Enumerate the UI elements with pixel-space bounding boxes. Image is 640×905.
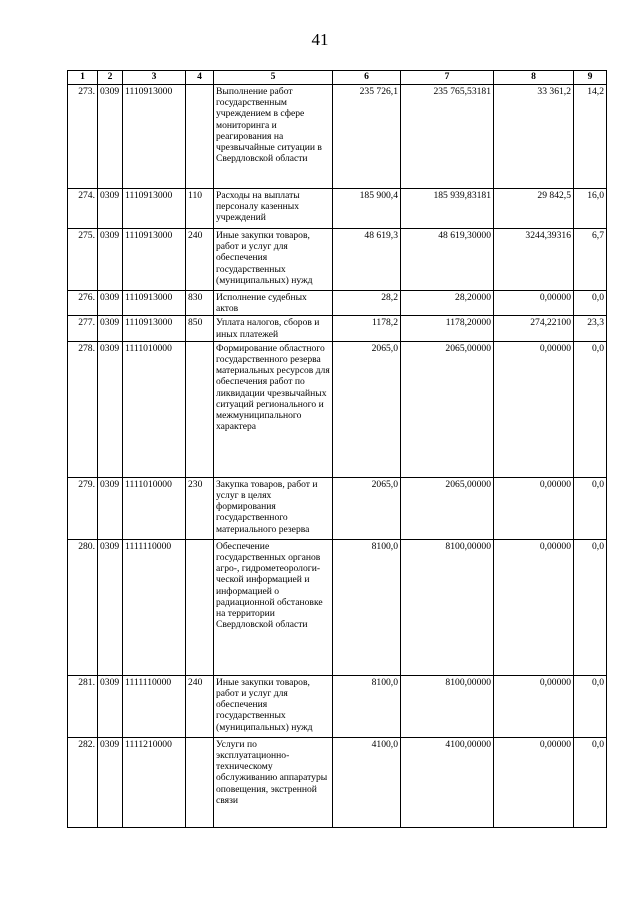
actual-amount: 2065,00000 <box>401 477 494 539</box>
target-code: 1110913000 <box>123 189 186 229</box>
expense-name: Формирование областного государственного резерва материальных ресурсов для обеспечения работ по ликвидации чрезвычайных ситуаций регионального и межмуниципального характера <box>214 341 333 477</box>
actual-amount: 185 939,83181 <box>401 189 494 229</box>
deviation-amount: 3244,39316 <box>494 229 574 291</box>
section-code: 0309 <box>98 675 123 737</box>
planned-amount: 2065,0 <box>333 477 401 539</box>
target-code: 1111010000 <box>123 341 186 477</box>
planned-amount: 8100,0 <box>333 675 401 737</box>
column-header: 6 <box>333 71 401 85</box>
row-number: 277. <box>68 316 98 341</box>
percent-value: 16,0 <box>574 189 607 229</box>
expense-kind-code: 240 <box>186 229 214 291</box>
column-header: 4 <box>186 71 214 85</box>
row-number: 276. <box>68 291 98 316</box>
planned-amount: 235 726,1 <box>333 85 401 189</box>
expense-kind-code: 830 <box>186 291 214 316</box>
deviation-amount: 274,22100 <box>494 316 574 341</box>
expense-kind-code: 240 <box>186 675 214 737</box>
target-code: 1111110000 <box>123 539 186 675</box>
column-header: 1 <box>68 71 98 85</box>
target-code: 1110913000 <box>123 316 186 341</box>
percent-value: 0,0 <box>574 477 607 539</box>
deviation-amount: 0,00000 <box>494 477 574 539</box>
percent-value: 0,0 <box>574 341 607 477</box>
row-number: 281. <box>68 675 98 737</box>
expense-kind-code <box>186 737 214 827</box>
table-row <box>68 229 607 291</box>
table-row <box>68 737 607 827</box>
deviation-amount: 33 361,2 <box>494 85 574 189</box>
section-code: 0309 <box>98 341 123 477</box>
planned-amount: 8100,0 <box>333 539 401 675</box>
actual-amount: 8100,00000 <box>401 675 494 737</box>
percent-value: 0,0 <box>574 291 607 316</box>
section-code: 0309 <box>98 291 123 316</box>
target-code: 1111010000 <box>123 477 186 539</box>
column-header: 2 <box>98 71 123 85</box>
percent-value: 23,3 <box>574 316 607 341</box>
section-code: 0309 <box>98 737 123 827</box>
target-code: 1111210000 <box>123 737 186 827</box>
deviation-amount: 0,00000 <box>494 737 574 827</box>
row-number: 273. <box>68 85 98 189</box>
table-body <box>68 85 607 828</box>
actual-amount: 48 619,30000 <box>401 229 494 291</box>
percent-value: 0,0 <box>574 737 607 827</box>
actual-amount: 1178,20000 <box>401 316 494 341</box>
actual-amount: 4100,00000 <box>401 737 494 827</box>
section-code: 0309 <box>98 85 123 189</box>
table-row <box>68 316 607 341</box>
actual-amount: 235 765,53181 <box>401 85 494 189</box>
column-header: 3 <box>123 71 186 85</box>
deviation-amount: 0,00000 <box>494 291 574 316</box>
section-code: 0309 <box>98 539 123 675</box>
row-number: 279. <box>68 477 98 539</box>
expense-name: Иные закупки товаров, работ и услуг для обеспечения государственных (муниципальных) нужд <box>214 675 333 737</box>
table-row <box>68 85 607 189</box>
section-code: 0309 <box>98 229 123 291</box>
deviation-amount: 0,00000 <box>494 539 574 675</box>
table-row <box>68 189 607 229</box>
expense-name: Уплата налогов, сборов и иных платежей <box>214 316 333 341</box>
header-row <box>68 71 607 85</box>
section-code: 0309 <box>98 477 123 539</box>
actual-amount: 8100,00000 <box>401 539 494 675</box>
expense-kind-code <box>186 341 214 477</box>
row-number: 275. <box>68 229 98 291</box>
expense-name: Обеспечение государственных органов агро-, гидрометеорологи-ческой информацией и информацией о радиационной обстановке на территории Свердловской области <box>214 539 333 675</box>
planned-amount: 185 900,4 <box>333 189 401 229</box>
table-row <box>68 675 607 737</box>
expense-kind-code <box>186 85 214 189</box>
budget-table <box>67 70 607 828</box>
deviation-amount: 0,00000 <box>494 675 574 737</box>
planned-amount: 1178,2 <box>333 316 401 341</box>
planned-amount: 28,2 <box>333 291 401 316</box>
planned-amount: 4100,0 <box>333 737 401 827</box>
section-code: 0309 <box>98 316 123 341</box>
column-header: 7 <box>401 71 494 85</box>
row-number: 278. <box>68 341 98 477</box>
expense-kind-code: 110 <box>186 189 214 229</box>
table-row <box>68 539 607 675</box>
expense-name: Расходы на выплаты персоналу казенных учреждений <box>214 189 333 229</box>
target-code: 1111110000 <box>123 675 186 737</box>
column-header: 8 <box>494 71 574 85</box>
row-number: 274. <box>68 189 98 229</box>
expense-name: Услуги по эксплуатационно-техническому обслуживанию аппаратуры оповещения, экстренной связи <box>214 737 333 827</box>
table-header <box>68 71 607 85</box>
expense-kind-code <box>186 539 214 675</box>
row-number: 280. <box>68 539 98 675</box>
expense-name: Закупка товаров, работ и услуг в целях формирования государственного материального резерва <box>214 477 333 539</box>
target-code: 1110913000 <box>123 85 186 189</box>
table-row <box>68 291 607 316</box>
actual-amount: 2065,00000 <box>401 341 494 477</box>
page-number: 41 <box>311 30 329 49</box>
column-header: 9 <box>574 71 607 85</box>
planned-amount: 48 619,3 <box>333 229 401 291</box>
expense-name: Исполнение судебных актов <box>214 291 333 316</box>
percent-value: 14,2 <box>574 85 607 189</box>
table-row <box>68 477 607 539</box>
percent-value: 0,0 <box>574 539 607 675</box>
expense-kind-code: 230 <box>186 477 214 539</box>
planned-amount: 2065,0 <box>333 341 401 477</box>
expense-kind-code: 850 <box>186 316 214 341</box>
deviation-amount: 0,00000 <box>494 341 574 477</box>
expense-name: Выполнение работ государственным учреждением в сфере мониторинга и реагирования на чрезвычайные ситуации в Свердловской области <box>214 85 333 189</box>
deviation-amount: 29 842,5 <box>494 189 574 229</box>
target-code: 1110913000 <box>123 291 186 316</box>
actual-amount: 28,20000 <box>401 291 494 316</box>
row-number: 282. <box>68 737 98 827</box>
target-code: 1110913000 <box>123 229 186 291</box>
column-header: 5 <box>214 71 333 85</box>
expense-name: Иные закупки товаров, работ и услуг для обеспечения государственных (муниципальных) нужд <box>214 229 333 291</box>
table-row <box>68 341 607 477</box>
percent-value: 0,0 <box>574 675 607 737</box>
percent-value: 6,7 <box>574 229 607 291</box>
section-code: 0309 <box>98 189 123 229</box>
